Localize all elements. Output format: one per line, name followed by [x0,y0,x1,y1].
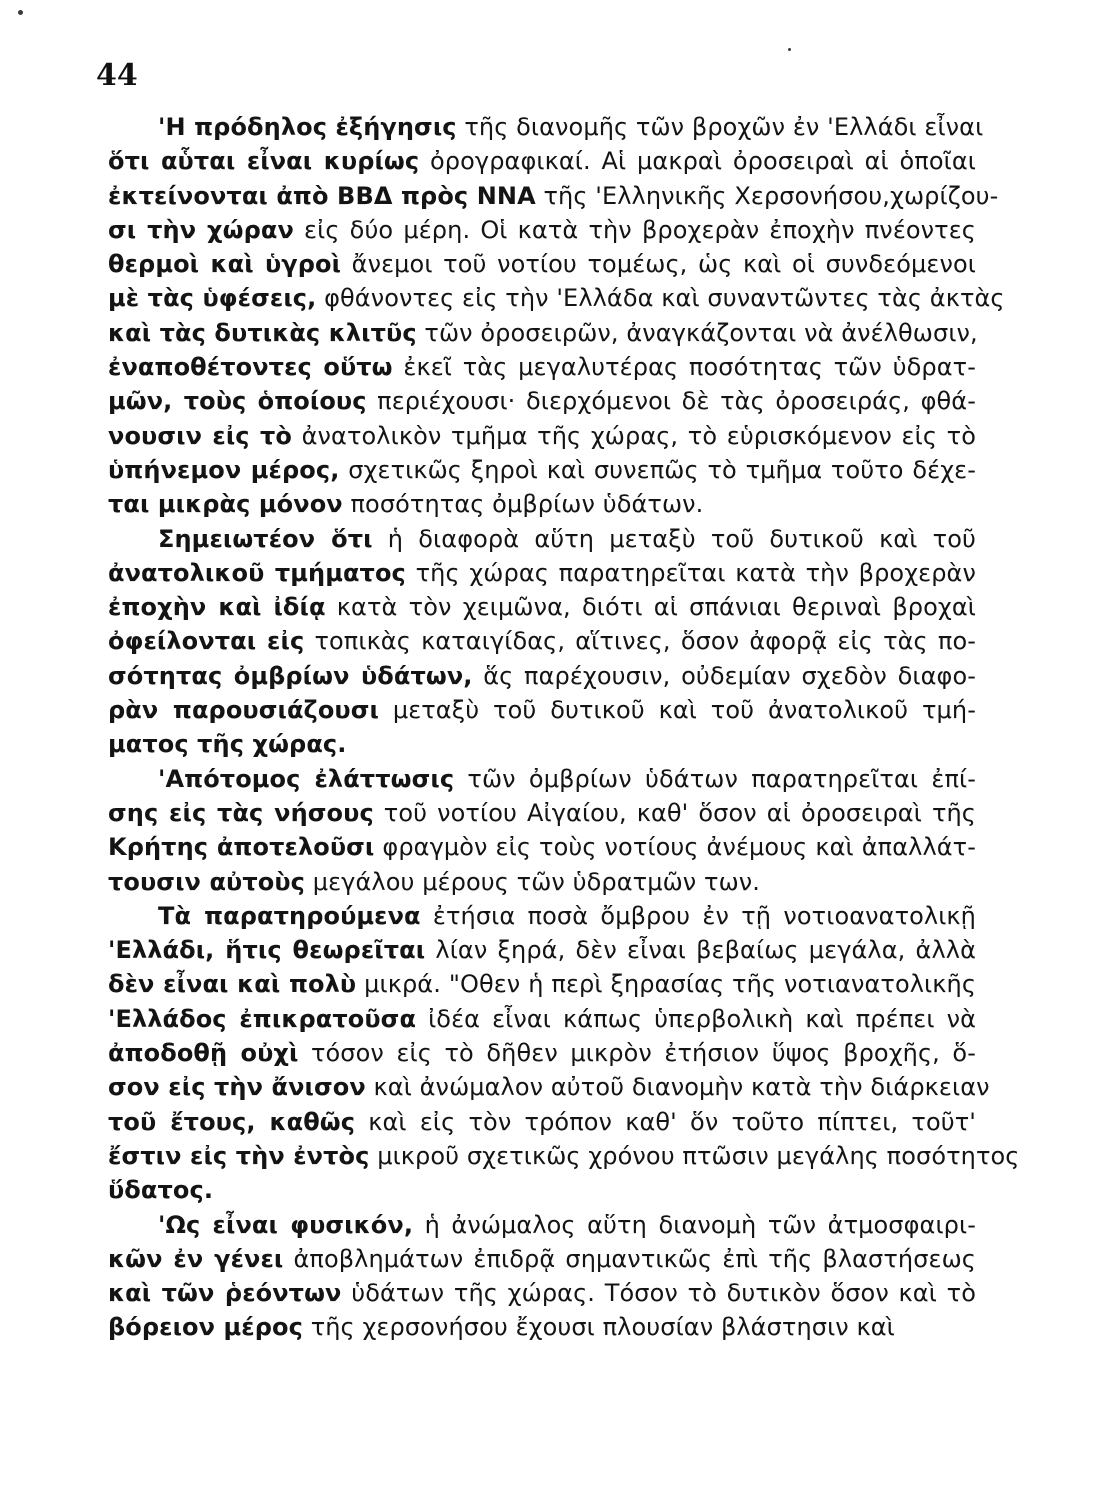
text-line [108,419,976,453]
text-line [108,384,976,418]
text-line [108,144,976,178]
text-run: μεταξὺ τοῦ δυτικοῦ καὶ τοῦ ἀνατολικοῦ τμή- [378,696,976,725]
bold-text-run: ἐναποθέτοντες οὕτω [108,353,393,382]
bold-text-run: τουσιν αὐτοὺς [108,867,305,896]
text-line [108,830,976,864]
bold-text-run: 'Απότομος ἐλάττωσις [158,764,455,793]
text-run: εἰς δύο μέρη. Οἱ κατὰ τὴν βροχερὰν ἐποχὴν πνέοντες [293,215,976,244]
bold-text-run: κῶν ἐν γένει [108,1244,284,1273]
bold-text-run: 'Ελλάδι, ἥτις θεωρεῖται [108,936,426,965]
text-run: σχετικῶς ξηροὶ καὶ συνεπῶς τὸ τμῆμα τοῦτο δέχε- [339,455,976,484]
text-line [108,1208,976,1242]
bold-text-run: ρὰν παρουσιάζουσι [108,696,379,725]
text-run: ἀνατολικὸν τμῆμα τῆς χώρας, τὸ εὑρισκόμενον εἰς τὸ [292,421,977,450]
bold-text-run: ὕδατος. [108,1176,214,1205]
bold-text-run: ἀνατολικοῦ τμήματος [108,558,406,587]
text-run: ὀρογραφικαί. Αἱ μακραὶ ὀροσειραὶ αἱ ὁποῖαι [419,147,976,176]
text-line [108,796,976,830]
text-line [108,967,976,1001]
text-line [108,1310,976,1344]
text-run: φθάνοντες εἰς τὴν 'Ελλάδα καὶ συναντῶντες τὰς ἀκτὰς [316,284,1005,313]
text-run: τῆς 'Ελληνικῆς Χερσονήσου,χωρίζου- [535,181,999,210]
bold-text-run: νουσιν εἰς τὸ [108,421,292,450]
text-run: ἰδέα εἶναι κάπως ὑπερβολικὴ καὶ πρέπει νὰ [416,1004,976,1033]
text-line [108,179,999,213]
text-run: τόσον εἰς τὸ δῆθεν μικρὸν ἐτήσιον ὕψος βροχῆς, ὅ- [298,1039,976,1068]
bold-text-run: ται μικρὰς μόνον [108,490,343,519]
page-body-text [108,110,1020,1345]
text-run: καὶ ἀνώμαλον αὐτοῦ διανομὴν κατὰ τὴν διάρκειαν [365,1073,990,1102]
text-line [108,590,976,624]
bold-text-run: καὶ τῶν ῥεόντων [108,1279,342,1308]
bold-text-run: σης εἰς τὰς νήσους [108,798,374,827]
text-run: ἐκεῖ τὰς μεγαλυτέρας ποσότητας τῶν ὑδρατ- [392,353,976,382]
text-run: ἀποβλημάτων ἐπιδρᾷ σημαντικῶς ἐπὶ τῆς βλαστήσεως [283,1244,976,1273]
text-line [108,350,976,384]
text-run: τῆς χερσονήσου ἔχουσι πλουσίαν βλάστησιν καὶ [302,1313,895,1342]
bold-text-run: Σημειωτέον ὅτι [158,524,373,553]
text-run: περιέχουσι· διερχόμενοι δὲ τὰς ὀροσειράς, φθά- [366,387,976,416]
bold-text-run: θερμοὶ καὶ ὑγροὶ [108,250,342,279]
text-run: ἐτήσια ποσὰ ὄμβρου ἐν τῇ νοτιοανατολικῇ [420,901,976,930]
bold-text-run: 'Ελλάδος ἐπικρατοῦσα [108,1004,417,1033]
bold-text-run: ἔστιν εἰς τὴν ἐντὸς [108,1141,370,1170]
text-line [108,316,976,350]
text-line [108,693,976,727]
bold-text-run: ματος τῆς χώρας. [108,730,347,759]
bold-text-run: ἐποχὴν καὶ ἰδίᾳ [108,593,326,622]
text-run: μικροῦ σχετικῶς χρόνου πτῶσιν μεγάλης ποσότητος [369,1141,1020,1170]
bold-text-run: 'Η πρόδηλος ἐξήγησις [158,113,457,141]
text-line [108,1105,976,1139]
bold-text-run: Κρήτης ἀποτελοῦσι [108,833,375,862]
text-run: τῶν ὀμβρίων ὑδάτων παρατηρεῖται ἐπί- [454,764,976,793]
text-line [108,247,976,281]
bold-text-run: ἐκτείνονται ἀπὸ ΒΒΔ πρὸς ΝΝΑ [108,181,536,210]
text-line [108,213,976,247]
text-line [108,487,976,521]
text-line [108,1173,976,1207]
bold-text-run: βόρειον μέρος [108,1313,303,1342]
bold-text-run: ὅτι αὗται εἶναι κυρίως [108,147,420,176]
text-line [108,659,976,693]
bold-text-run: δὲν εἶναι καὶ πολὺ [108,970,357,999]
bold-text-run: σι τὴν χώραν [108,215,294,244]
text-line [108,1070,990,1104]
text-run: ἡ διαφορὰ αὕτη μεταξὺ τοῦ δυτικοῦ καὶ τοῦ [372,524,976,553]
bold-text-run: ὀφείλονται εἰς [108,627,305,656]
text-run: μεγάλου μέρους τῶν ὑδρατμῶν των. [305,867,760,896]
text-run: τῶν ὀροσειρῶν, ἀναγκάζονται νὰ ἀνέλθωσιν, [416,318,978,347]
bold-text-run: σον εἰς τὴν ἄνισον [108,1073,366,1102]
scan-speck [788,48,791,51]
text-run: τοῦ νοτίου Αἰγαίου, καθ' ὅσον αἱ ὀροσειραὶ τῆς [373,798,976,827]
text-line [108,556,976,590]
text-run: καὶ εἰς τὸν τρόπον καθ' ὅν τοῦτο πίπτει, τοῦτ' [355,1107,976,1136]
text-line [108,762,976,796]
text-line [108,1242,976,1276]
bold-text-run: τοῦ ἔτους, καθῶς [108,1107,356,1136]
text-run: τῆς χώρας παρατηρεῖται κατὰ τὴν βροχερὰν [405,558,976,587]
text-line [108,899,976,933]
text-run: τῆς διανομῆς τῶν βροχῶν ἐν 'Ελλάδι εἶναι [456,113,984,141]
text-line [108,110,984,144]
text-run: ἄνεμοι τοῦ νοτίου τομέως, ὡς καὶ οἱ συνδεόμενοι [341,250,976,279]
text-line [108,1276,976,1310]
bold-text-run: καὶ τὰς δυτικὰς κλιτῦς [108,318,417,347]
text-run: κατὰ τὸν χειμῶνα, διότι αἱ σπάνιαι θεριναὶ βροχαὶ [325,593,976,622]
text-line [108,522,976,556]
text-line [108,865,976,899]
text-run: ὑδάτων τῆς χώρας. Τόσον τὸ δυτικὸν ὅσον καὶ τὸ [341,1279,976,1308]
page-number: 44 [96,58,138,93]
text-run: φραγμὸν εἰς τοὺς νοτίους ἀνέμους καὶ ἀπαλλάτ- [374,833,976,862]
bold-text-run: ὑπήνεμον μέρος, [108,455,340,484]
text-run: ἡ ἀνώμαλος αὕτη διανομὴ τῶν ἀτμοσφαιρι- [413,1210,976,1239]
text-run: ἅς παρέχουσιν, οὐδεμίαν σχεδὸν διαφο- [472,661,976,690]
bold-text-run: μῶν, τοὺς ὁποίους [108,387,367,416]
text-line [108,1139,1020,1173]
text-run: μικρά. "Οθεν ἡ περὶ ξηρασίας τῆς νοτιανατολικῆς [356,970,977,999]
text-line [108,453,976,487]
text-run: λίαν ξηρά, δὲν εἶναι βεβαίως μεγάλα, ἀλλὰ [425,936,976,965]
text-line [108,281,1005,315]
bold-text-run: ἀποδοθῇ οὐχὶ [108,1039,299,1068]
bold-text-run: 'Ως εἶναι φυσικόν, [158,1210,414,1239]
bold-text-run: Τὰ παρατηρούμενα [158,901,421,930]
text-run: τοπικὰς καταιγίδας, αἵτινες, ὅσον ἀφορᾷ εἰς τὰς πο- [304,627,976,656]
text-line [108,933,976,967]
text-line [108,727,976,761]
text-line [108,1002,976,1036]
text-line [108,624,976,658]
bold-text-run: σότητας ὀμβρίων ὑδάτων, [108,661,473,690]
text-line [108,1036,976,1070]
bold-text-run: μὲ τὰς ὑφέσεις, [108,284,317,313]
text-run: ποσότητας ὀμβρίων ὑδάτων. [342,490,704,519]
scan-speck [18,10,23,15]
